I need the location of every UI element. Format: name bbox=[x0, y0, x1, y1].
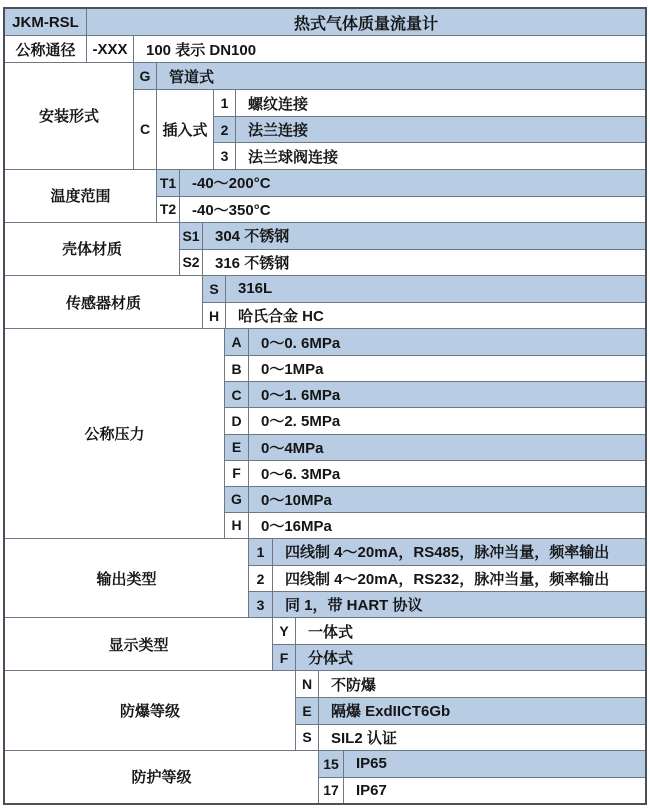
table-row bbox=[225, 434, 645, 460]
section-label: 传感器材质 bbox=[5, 276, 203, 328]
option-code-cell: T1 bbox=[157, 170, 180, 196]
section-label: 输出类型 bbox=[5, 539, 249, 617]
option-value-cell: IP65 bbox=[356, 755, 387, 773]
option-code-cell: F bbox=[225, 461, 249, 486]
option-code-cell: C bbox=[134, 90, 157, 168]
insertion-type-group bbox=[134, 89, 645, 168]
section-sensor-material bbox=[5, 275, 645, 328]
option-value-cell: IP67 bbox=[356, 781, 387, 799]
option-value-cell: 管道式 bbox=[169, 68, 215, 86]
section-label: 温度范围 bbox=[5, 170, 157, 222]
option-value-cell: 316L bbox=[238, 280, 273, 298]
table-row bbox=[214, 90, 645, 116]
option-code-cell: 2 bbox=[249, 566, 273, 591]
option-code-cell: B bbox=[225, 356, 249, 381]
table-row bbox=[225, 486, 645, 512]
table-row bbox=[214, 116, 645, 142]
section-display-type bbox=[5, 617, 645, 670]
table-row bbox=[225, 407, 645, 433]
model-code-cell: JKM-RSL bbox=[5, 9, 87, 35]
table-row bbox=[249, 539, 645, 565]
option-value-cell: 0～1MPa bbox=[261, 361, 324, 379]
table-row bbox=[214, 142, 645, 168]
option-value-cell: 0～2. 5MPa bbox=[261, 413, 341, 431]
section-label: 公称通径 bbox=[5, 36, 87, 62]
option-value-cell: 四线制 4～20mA，RS232，脉冲当量，频率输出 bbox=[285, 571, 610, 589]
section-label: 安装形式 bbox=[5, 63, 134, 168]
table-row bbox=[134, 63, 645, 89]
option-value-cell: 哈氏合金 HC bbox=[238, 308, 324, 326]
option-code-cell: S1 bbox=[180, 223, 203, 249]
table-row bbox=[180, 223, 645, 249]
section-temperature-range bbox=[5, 169, 645, 222]
option-code-cell: G bbox=[134, 63, 157, 89]
option-value-cell: 316 不锈钢 bbox=[215, 254, 290, 272]
option-value-cell: -40～200°C bbox=[192, 175, 271, 193]
table-row bbox=[296, 697, 645, 723]
table-row bbox=[87, 36, 645, 62]
table-row bbox=[273, 644, 645, 670]
table-row bbox=[157, 196, 645, 222]
option-value-cell: 不防爆 bbox=[331, 676, 377, 694]
table-row bbox=[249, 591, 645, 617]
option-code-cell: 17 bbox=[319, 778, 344, 803]
group-name-cell: 插入式 bbox=[157, 90, 214, 168]
section-label: 壳体材质 bbox=[5, 223, 180, 275]
option-value-cell: 四线制 4～20mA，RS485，脉冲当量，频率输出 bbox=[285, 544, 610, 562]
option-value-cell: -40～350°C bbox=[192, 201, 271, 219]
section-label: 防护等级 bbox=[5, 751, 319, 803]
table-row bbox=[225, 381, 645, 407]
header-row bbox=[5, 9, 645, 35]
table-row bbox=[273, 618, 645, 644]
section-installation-type bbox=[5, 62, 645, 168]
option-code-cell: 1 bbox=[214, 90, 236, 116]
section-protection-grade bbox=[5, 750, 645, 803]
option-code-cell: 15 bbox=[319, 751, 344, 777]
table-row bbox=[296, 724, 645, 750]
option-value-cell: 法兰连接 bbox=[248, 122, 309, 140]
option-value-cell: 螺纹连接 bbox=[248, 95, 309, 113]
option-code-cell: 1 bbox=[249, 539, 273, 565]
option-value-cell: 隔爆 ExdIICT6Gb bbox=[331, 703, 451, 721]
option-code-cell: S bbox=[296, 725, 319, 750]
table-row bbox=[203, 276, 645, 302]
section-housing-material bbox=[5, 222, 645, 275]
table-row bbox=[319, 777, 645, 803]
table-row bbox=[225, 355, 645, 381]
option-value-cell: 法兰球阀连接 bbox=[248, 148, 339, 166]
table-row bbox=[296, 671, 645, 697]
option-code-cell: 3 bbox=[214, 143, 236, 168]
section-nominal-diameter bbox=[5, 35, 645, 62]
table-row bbox=[157, 170, 645, 196]
option-value-cell: 分体式 bbox=[308, 650, 354, 668]
table-row bbox=[203, 302, 645, 328]
option-code-cell: S2 bbox=[180, 250, 203, 275]
option-value-cell: 100 表示 DN100 bbox=[146, 41, 257, 59]
section-nominal-pressure bbox=[5, 328, 645, 538]
option-value-cell: 0～16MPa bbox=[261, 517, 332, 535]
table-title: 热式气体质量流量计 bbox=[293, 15, 438, 33]
option-code-cell: E bbox=[296, 698, 319, 723]
section-explosion-proof-grade bbox=[5, 670, 645, 749]
option-code-cell: E bbox=[225, 435, 249, 460]
option-code-cell: H bbox=[225, 513, 249, 538]
option-code-cell: N bbox=[296, 671, 319, 697]
option-code-cell: A bbox=[225, 329, 249, 355]
option-code-cell: G bbox=[225, 487, 249, 512]
section-label: 防爆等级 bbox=[5, 671, 296, 749]
option-value-cell: 0～10MPa bbox=[261, 491, 332, 509]
option-code-cell: Y bbox=[273, 618, 296, 644]
option-value-cell: 0～6. 3MPa bbox=[261, 465, 341, 483]
table-row bbox=[249, 565, 645, 591]
option-code-cell: D bbox=[225, 408, 249, 433]
option-code-cell: H bbox=[203, 303, 226, 328]
option-code-cell: C bbox=[225, 382, 249, 407]
option-code-cell: 3 bbox=[249, 592, 273, 617]
option-value-cell: 0～4MPa bbox=[261, 439, 324, 457]
table-row bbox=[180, 249, 645, 275]
table-row bbox=[225, 460, 645, 486]
option-value-cell: 一体式 bbox=[308, 623, 354, 641]
option-value-cell: 304 不锈钢 bbox=[215, 228, 290, 246]
option-code-cell: T2 bbox=[157, 197, 180, 222]
table-row bbox=[225, 329, 645, 355]
option-value-cell: SIL2 认证 bbox=[331, 729, 397, 747]
table-row bbox=[319, 751, 645, 777]
option-value-cell: 0～0. 6MPa bbox=[261, 334, 341, 352]
option-code-cell: S bbox=[203, 276, 226, 302]
section-output-type bbox=[5, 538, 645, 617]
spec-selection-table bbox=[3, 7, 647, 805]
option-code-cell: F bbox=[273, 645, 296, 670]
table-row bbox=[225, 512, 645, 538]
option-value-cell: 同 1，带 HART 协议 bbox=[285, 597, 423, 615]
option-code-cell: 2 bbox=[214, 117, 236, 142]
option-code-cell: -XXX bbox=[87, 36, 134, 62]
section-label: 公称压力 bbox=[5, 329, 225, 538]
option-value-cell: 0～1. 6MPa bbox=[261, 387, 341, 405]
section-label: 显示类型 bbox=[5, 618, 273, 670]
